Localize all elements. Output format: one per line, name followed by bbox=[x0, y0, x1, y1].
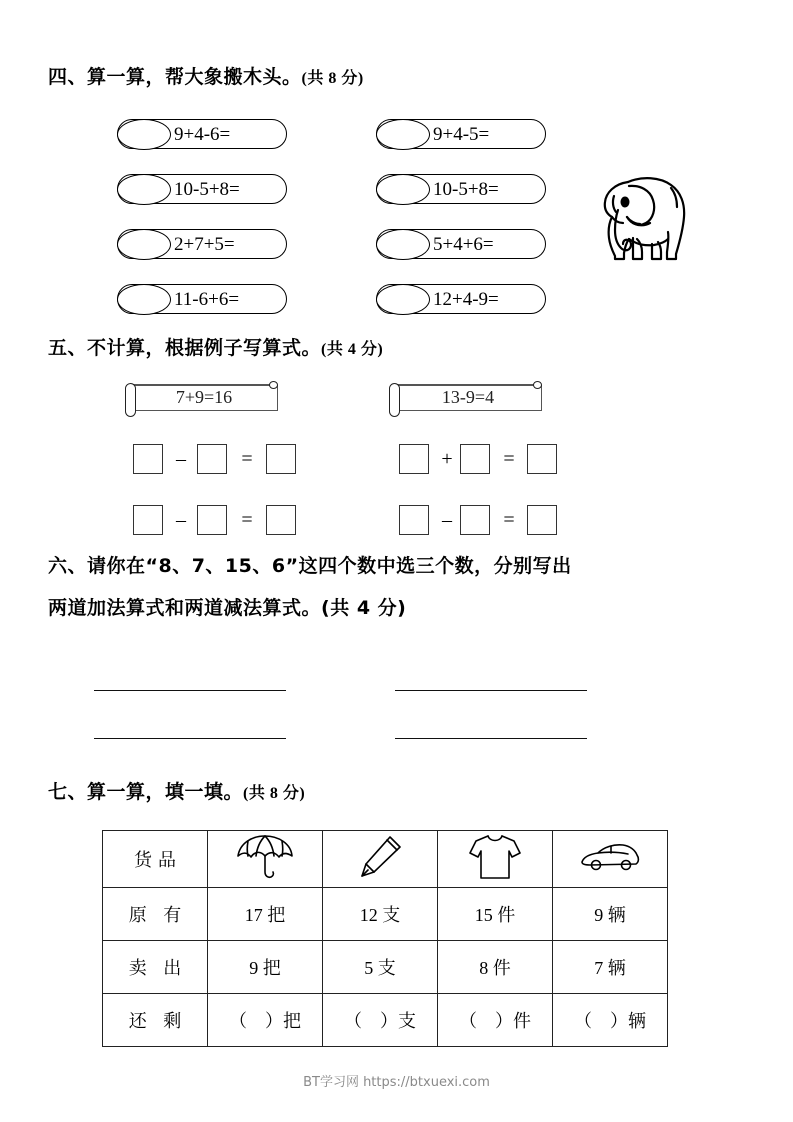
section-7-heading bbox=[48, 777, 305, 804]
table-cell: 15 件 bbox=[438, 888, 553, 941]
equation-pill[interactable] bbox=[117, 119, 287, 149]
tshirt-icon-cell bbox=[438, 831, 553, 888]
equation-pill[interactable] bbox=[117, 229, 287, 259]
row-label: 卖 出 bbox=[103, 941, 208, 994]
section-4-heading-text: 四、算一算，帮大象搬木头。 bbox=[48, 66, 302, 88]
table-cell: 5 支 bbox=[323, 941, 438, 994]
equation-pill[interactable] bbox=[376, 284, 546, 314]
table-row bbox=[103, 941, 668, 994]
operator-equals: = bbox=[503, 509, 515, 531]
table-cell: 9 把 bbox=[208, 941, 323, 994]
operator-minus: – bbox=[442, 509, 452, 531]
equation-text: 5+4+6= bbox=[433, 234, 494, 255]
pencil-icon-cell bbox=[323, 831, 438, 888]
table-row bbox=[103, 888, 668, 941]
operator-equals: = bbox=[241, 509, 253, 531]
answer-box[interactable] bbox=[527, 505, 557, 535]
answer-line[interactable] bbox=[395, 738, 587, 739]
answer-box[interactable] bbox=[460, 505, 490, 535]
equation-text: 9+4-5= bbox=[433, 124, 490, 145]
table-cell: 8 件 bbox=[438, 941, 553, 994]
pencil-icon bbox=[357, 834, 403, 880]
tshirt-icon bbox=[468, 833, 522, 881]
equation-text: 11-6+6= bbox=[174, 289, 240, 310]
answer-box[interactable] bbox=[266, 444, 296, 474]
answer-line[interactable] bbox=[94, 738, 286, 739]
operator-plus: + bbox=[441, 448, 453, 470]
equation-pill[interactable] bbox=[376, 229, 546, 259]
answer-oval[interactable] bbox=[376, 174, 430, 205]
answer-box[interactable] bbox=[399, 505, 429, 535]
operator-minus: – bbox=[176, 509, 186, 531]
answer-oval[interactable] bbox=[376, 284, 430, 315]
answer-oval[interactable] bbox=[376, 119, 430, 150]
equation-pill[interactable] bbox=[376, 119, 546, 149]
equation-text: 2+7+5= bbox=[174, 234, 235, 255]
answer-oval[interactable] bbox=[117, 119, 171, 150]
section-7-points: (共 8 分) bbox=[243, 785, 306, 802]
table-cell: 7 辆 bbox=[553, 941, 668, 994]
section-6-heading bbox=[48, 545, 758, 629]
equation-text: 9+4-6= bbox=[174, 124, 231, 145]
equation-pill[interactable] bbox=[117, 284, 287, 314]
answer-oval[interactable] bbox=[117, 174, 171, 205]
operator-minus: – bbox=[176, 448, 186, 470]
table-cell-blank[interactable]: （ ）件 bbox=[438, 994, 553, 1047]
footer-watermark: BT学习网 https://btxuexi.com bbox=[303, 1075, 490, 1090]
equation-text: 10-5+8= bbox=[174, 179, 240, 200]
section-7-heading-text: 七、算一算，填一填。 bbox=[48, 781, 244, 803]
answer-box[interactable] bbox=[527, 444, 557, 474]
equation-pill[interactable] bbox=[376, 174, 546, 204]
answer-box[interactable] bbox=[460, 444, 490, 474]
umbrella-icon bbox=[234, 834, 296, 880]
answer-oval[interactable] bbox=[117, 284, 171, 315]
section-5-heading-text: 五、不计算，根据例子写算式。 bbox=[48, 337, 322, 359]
equation-text: 10-5+8= bbox=[433, 179, 499, 200]
answer-box[interactable] bbox=[266, 505, 296, 535]
equation-pill[interactable] bbox=[117, 174, 287, 204]
section-4-points: (共 8 分) bbox=[301, 70, 364, 87]
row-label: 原 有 bbox=[103, 888, 208, 941]
car-icon bbox=[578, 841, 642, 873]
car-icon-cell bbox=[553, 831, 668, 888]
answer-oval[interactable] bbox=[376, 229, 430, 260]
example-scroll-banner bbox=[118, 381, 278, 411]
example-scroll-banner bbox=[382, 381, 542, 411]
example-equation: 7+9=16 bbox=[175, 387, 233, 407]
operator-equals: = bbox=[241, 448, 253, 470]
section-6-heading-line-2-wrap bbox=[48, 587, 758, 629]
goods-table bbox=[102, 830, 668, 1047]
table-row bbox=[103, 994, 668, 1047]
table-cell: 12 支 bbox=[323, 888, 438, 941]
answer-box[interactable] bbox=[133, 444, 163, 474]
answer-line[interactable] bbox=[94, 690, 286, 691]
section-6-heading-line-1: 六、请你在“8、7、15、6”这四个数中选三个数，分别写出 bbox=[48, 555, 572, 577]
operator-equals: = bbox=[503, 448, 515, 470]
section-6-heading-line-2: 两道加法算式和两道减法算式。 bbox=[48, 597, 322, 619]
answer-box[interactable] bbox=[133, 505, 163, 535]
section-5-heading bbox=[48, 333, 383, 360]
equation-text: 12+4-9= bbox=[433, 289, 499, 310]
elephant-icon bbox=[588, 160, 698, 270]
answer-line[interactable] bbox=[395, 690, 587, 691]
table-header-row bbox=[103, 831, 668, 888]
answer-box[interactable] bbox=[197, 505, 227, 535]
table-header-label: 货品 bbox=[103, 831, 208, 888]
table-cell-blank[interactable]: （ ）支 bbox=[323, 994, 438, 1047]
answer-box[interactable] bbox=[197, 444, 227, 474]
section-4-heading bbox=[48, 62, 364, 89]
table-cell-blank[interactable]: （ ）辆 bbox=[553, 994, 668, 1047]
section-6-points: (共 4 分) bbox=[321, 597, 407, 619]
answer-box[interactable] bbox=[399, 444, 429, 474]
row-label: 还 剩 bbox=[103, 994, 208, 1047]
umbrella-icon-cell bbox=[208, 831, 323, 888]
example-equation: 13-9=4 bbox=[441, 387, 495, 407]
answer-oval[interactable] bbox=[117, 229, 171, 260]
table-cell: 9 辆 bbox=[553, 888, 668, 941]
section-5-points: (共 4 分) bbox=[321, 341, 384, 358]
table-cell-blank[interactable]: （ ）把 bbox=[208, 994, 323, 1047]
table-cell: 17 把 bbox=[208, 888, 323, 941]
